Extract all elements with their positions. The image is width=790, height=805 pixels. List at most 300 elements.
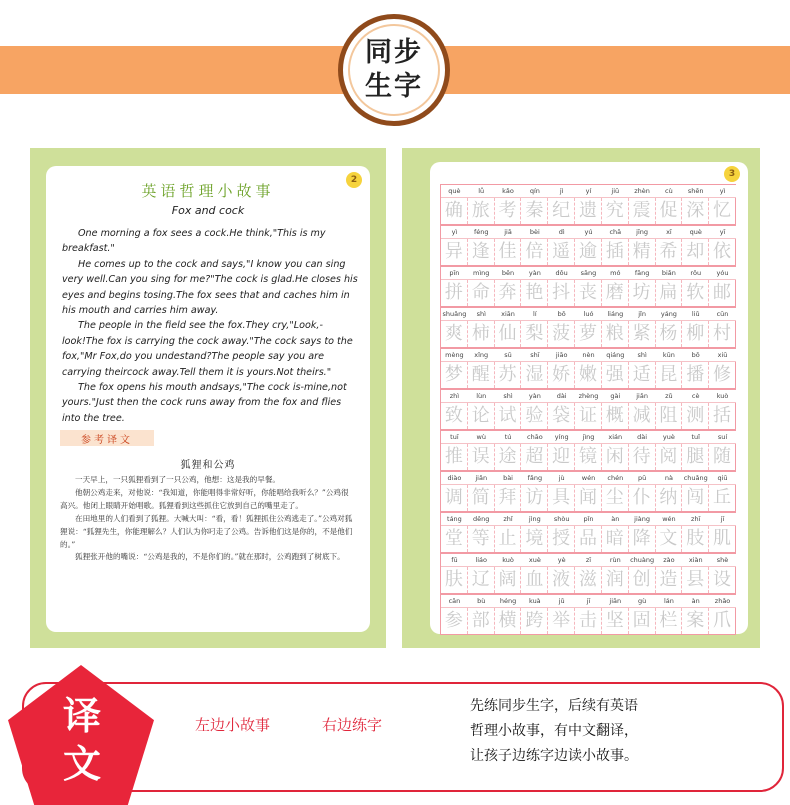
character-cell: 推 xyxy=(441,444,468,470)
character-cell: 修 xyxy=(709,362,736,388)
pinyin-line xyxy=(441,225,736,239)
character-cell: 肢 xyxy=(682,526,709,552)
character-cell: 辽 xyxy=(468,567,495,593)
pinyin-cell: zhèn xyxy=(634,187,650,195)
practice-row xyxy=(441,184,736,225)
pinyin-cell: zhǎo xyxy=(714,597,731,605)
pinyin-cell: kuò xyxy=(716,392,729,400)
pinyin-cell: jìng xyxy=(528,515,541,523)
character-cell: 访 xyxy=(521,485,548,511)
character-cell: 纪 xyxy=(548,198,575,224)
character-cell: 坊 xyxy=(629,280,656,306)
character-cell: 击 xyxy=(575,608,602,634)
character-cell: 柿 xyxy=(468,321,495,347)
character-cell: 减 xyxy=(629,403,656,429)
character-cell: 等 xyxy=(468,526,495,552)
character-line xyxy=(441,567,736,594)
character-cell: 超 xyxy=(521,444,548,470)
character-cell: 异 xyxy=(441,239,468,265)
character-cell: 纳 xyxy=(656,485,683,511)
character-cell: 测 xyxy=(682,403,709,429)
chinese-title: 狐狸和公鸡 xyxy=(180,460,236,471)
page-number: 2 xyxy=(346,172,362,188)
pinyin-cell: yú xyxy=(584,228,593,236)
pinyin-cell: jiàng xyxy=(634,515,651,523)
character-cell: 深 xyxy=(682,198,709,224)
character-line xyxy=(441,198,736,225)
character-cell: 造 xyxy=(656,567,683,593)
pinyin-cell: lí xyxy=(533,310,537,318)
pinyin-line xyxy=(441,430,736,444)
pinyin-cell: zhì xyxy=(449,392,460,400)
character-cell: 降 xyxy=(629,526,656,552)
description xyxy=(470,694,720,769)
pinyin-cell: qiáng xyxy=(606,351,625,359)
character-cell: 括 xyxy=(709,403,736,429)
practice-row xyxy=(441,348,736,389)
pinyin-cell: wén xyxy=(581,474,596,482)
character-cell: 误 xyxy=(468,444,495,470)
character-cell: 震 xyxy=(629,198,656,224)
description-line: 先练同步生字，后续有英语 xyxy=(470,698,638,714)
pinyin-cell: wén xyxy=(662,515,676,523)
pinyin-cell: bèi xyxy=(529,228,540,236)
pinyin-cell: cān xyxy=(448,597,461,605)
pinyin-cell: shè xyxy=(716,556,729,564)
character-cell: 促 xyxy=(656,198,683,224)
character-cell: 倍 xyxy=(521,239,548,265)
pinyin-cell: liǔ xyxy=(691,310,700,318)
character-cell: 遗 xyxy=(575,198,602,224)
pinyin-cell: lán xyxy=(663,597,674,605)
pinyin-cell: kūn xyxy=(662,351,675,359)
character-cell: 坚 xyxy=(602,608,629,634)
character-line xyxy=(441,485,736,512)
character-cell: 尘 xyxy=(602,485,629,511)
pinyin-cell: shì xyxy=(476,310,486,318)
pinyin-cell: àn xyxy=(611,515,620,523)
pinyin-cell: zào xyxy=(663,556,675,564)
pinyin-cell: mèng xyxy=(445,351,464,359)
character-cell: 醒 xyxy=(468,362,495,388)
character-cell: 调 xyxy=(441,485,468,511)
pinyin-cell: shēn xyxy=(687,187,704,195)
character-cell: 旅 xyxy=(468,198,495,224)
chinese-paragraph: 狐狸张开他的嘴说：“公鸡是我的，不是你们的。”就在那时，公鸡跑到了树底下。 xyxy=(75,552,345,562)
pinyin-cell: jī xyxy=(586,597,591,605)
character-cell: 强 xyxy=(602,362,629,388)
left-panel xyxy=(30,148,386,648)
character-cell: 依 xyxy=(709,239,736,265)
chinese-paragraph: 在田地里的人们看到了狐狸。大喊大叫：“看，看！狐狸抓住公鸡逃走了。”公鸡对狐狸说：“狐狸先生，你能理解么？人们认为你叼走了公鸡。告诉他们这是你的，不是他们的。” xyxy=(60,513,353,549)
pinyin-cell: xián xyxy=(608,433,623,441)
pinyin-cell: shī xyxy=(530,351,540,359)
character-cell: 杨 xyxy=(656,321,683,347)
pinyin-cell: nà xyxy=(664,474,673,482)
pinyin-cell: zī xyxy=(585,556,592,564)
pinyin-line xyxy=(441,594,736,608)
chinese-paragraph: 他朝公鸡走来，对他说：“我知道，你能唱得非常好听，你能唱给我听么？”公鸡很高兴。他闭上眼睛开始唱歌。狐狸看到这些抓住它放到自己的嘴里走了。 xyxy=(60,487,349,510)
pinyin-cell: pīn xyxy=(449,269,460,277)
character-cell: 袋 xyxy=(548,403,575,429)
pinyin-cell: tuǐ xyxy=(691,433,700,441)
caption-right-practice: 右边练字 xyxy=(322,716,383,734)
practice-page xyxy=(430,162,748,634)
character-cell: 血 xyxy=(521,567,548,593)
pinyin-cell: bù xyxy=(477,597,486,605)
pinyin-cell: gài xyxy=(610,392,621,400)
character-cell: 究 xyxy=(602,198,629,224)
character-cell: 文 xyxy=(656,526,683,552)
page-number: 3 xyxy=(724,166,740,182)
pinyin-cell: yè xyxy=(557,556,566,564)
badge-char-1: 译 xyxy=(62,693,101,738)
pinyin-line xyxy=(441,266,736,280)
pinyin-cell: yì xyxy=(719,187,726,195)
character-line xyxy=(441,362,736,389)
pinyin-cell: jiū xyxy=(611,187,620,195)
pinyin-cell: shuǎng xyxy=(442,310,467,318)
translation-badge-text xyxy=(52,692,112,788)
character-cell: 县 xyxy=(682,567,709,593)
character-cell: 紧 xyxy=(629,321,656,347)
right-panel xyxy=(402,148,760,648)
character-cell: 部 xyxy=(468,608,495,634)
pinyin-cell: yàn xyxy=(528,392,541,400)
pinyin-cell: zhǐ xyxy=(503,515,513,523)
pinyin-cell: jǔ xyxy=(558,597,565,605)
practice-row xyxy=(441,512,736,553)
pinyin-cell: sū xyxy=(504,351,512,359)
character-cell: 具 xyxy=(548,485,575,511)
english-paragraph: The people in the field see the fox.They cry,"Look,-look!The fox is carrying the cock away."The cock says to the fox,"Mr Fox,do you undestand?The people say you are carrying theircock away.Tell them it is yours.Not theirs." xyxy=(62,320,353,378)
character-cell: 暗 xyxy=(602,526,629,552)
pinyin-cell: jǐn xyxy=(638,310,646,318)
pinyin-cell: jiā xyxy=(504,228,512,236)
pinyin-cell: xiū xyxy=(717,351,728,359)
character-cell: 论 xyxy=(468,403,495,429)
title-badge xyxy=(338,14,450,126)
pinyin-line xyxy=(441,389,736,403)
pinyin-line xyxy=(441,307,736,321)
pinyin-cell: lǚ xyxy=(478,187,485,195)
story-title: 英语哲理小故事 xyxy=(141,182,275,200)
pinyin-cell: yí xyxy=(585,187,592,195)
character-cell: 逢 xyxy=(468,239,495,265)
pinyin-cell: shì xyxy=(503,392,513,400)
character-cell: 佳 xyxy=(495,239,522,265)
pinyin-cell: jù xyxy=(558,474,565,482)
pinyin-cell: dǒu xyxy=(555,269,568,277)
pinyin-cell: què xyxy=(448,187,461,195)
pinyin-cell: liáo xyxy=(475,556,487,564)
pinyin-cell: fū xyxy=(451,556,458,564)
pinyin-cell: tú xyxy=(504,433,512,441)
story-subtitle: Fox and cock xyxy=(171,204,245,217)
pinyin-cell: qín xyxy=(529,187,540,195)
pinyin-cell: bō xyxy=(557,310,566,318)
character-cell: 概 xyxy=(602,403,629,429)
character-cell: 证 xyxy=(575,403,602,429)
pinyin-cell: suí xyxy=(717,433,728,441)
character-practice-grid xyxy=(440,184,736,635)
pinyin-cell: sāng xyxy=(580,269,597,277)
character-line xyxy=(441,444,736,471)
pinyin-cell: jiāo xyxy=(555,351,568,359)
pinyin-cell: jiǎn xyxy=(475,474,488,482)
character-cell: 肤 xyxy=(441,567,468,593)
pinyin-cell: fǎng xyxy=(527,474,543,482)
pinyin-cell: zhī xyxy=(691,515,701,523)
pinyin-cell: yíng xyxy=(554,433,569,441)
pinyin-cell: tuī xyxy=(450,433,459,441)
pinyin-cell: qiū xyxy=(717,474,728,482)
character-cell: 适 xyxy=(629,362,656,388)
character-cell: 仙 xyxy=(495,321,522,347)
pinyin-cell: yuè xyxy=(662,433,675,441)
title-line-2: 生字 xyxy=(365,71,423,102)
pinyin-cell: táng xyxy=(447,515,462,523)
character-cell: 拼 xyxy=(441,280,468,306)
character-cell: 精 xyxy=(629,239,656,265)
character-cell: 苏 xyxy=(495,362,522,388)
pinyin-line xyxy=(441,184,736,198)
character-cell: 随 xyxy=(709,444,736,470)
pinyin-cell: chāo xyxy=(527,433,543,441)
character-cell: 丧 xyxy=(575,280,602,306)
character-cell: 案 xyxy=(682,608,709,634)
reference-label-bar xyxy=(60,430,154,446)
practice-row xyxy=(441,594,736,635)
description-line: 让孩子边练字边读小故事。 xyxy=(470,748,638,764)
pinyin-cell: zǔ xyxy=(665,392,673,400)
character-cell: 闲 xyxy=(602,444,629,470)
pinyin-cell: què xyxy=(689,228,702,236)
character-cell: 设 xyxy=(709,567,736,593)
pinyin-line xyxy=(441,348,736,362)
story-page xyxy=(46,166,370,632)
pinyin-cell: rǒu xyxy=(690,269,702,277)
pinyin-line xyxy=(441,553,736,567)
character-cell: 液 xyxy=(548,567,575,593)
pinyin-cell: chā xyxy=(609,228,622,236)
character-cell: 却 xyxy=(682,239,709,265)
character-cell: 菠 xyxy=(548,321,575,347)
character-cell: 秦 xyxy=(521,198,548,224)
character-cell: 磨 xyxy=(602,280,629,306)
character-cell: 萝 xyxy=(575,321,602,347)
pinyin-cell: rùn xyxy=(609,556,621,564)
pinyin-cell: biǎn xyxy=(661,269,676,277)
pinyin-cell: liáng xyxy=(607,310,624,318)
character-cell: 肌 xyxy=(709,526,736,552)
pinyin-cell: xuè xyxy=(528,556,541,564)
character-cell: 境 xyxy=(521,526,548,552)
character-cell: 创 xyxy=(629,567,656,593)
character-cell: 闯 xyxy=(682,485,709,511)
character-cell: 跨 xyxy=(521,608,548,634)
practice-row xyxy=(441,430,736,471)
character-cell: 阻 xyxy=(656,403,683,429)
character-cell: 确 xyxy=(441,198,468,224)
pinyin-cell: chuàng xyxy=(630,556,655,564)
character-cell: 授 xyxy=(548,526,575,552)
pinyin-cell: xī xyxy=(666,228,672,236)
pinyin-cell: shì xyxy=(637,351,647,359)
character-cell: 参 xyxy=(441,608,468,634)
pinyin-cell: xiàn xyxy=(688,556,703,564)
character-cell: 阅 xyxy=(656,444,683,470)
character-cell: 迎 xyxy=(548,444,575,470)
pinyin-cell: xiān xyxy=(501,310,515,318)
character-cell: 逾 xyxy=(575,239,602,265)
character-cell: 嫩 xyxy=(575,362,602,388)
pinyin-cell: héng xyxy=(499,597,517,605)
pinyin-cell: shòu xyxy=(553,515,570,523)
character-cell: 栏 xyxy=(656,608,683,634)
character-cell: 仆 xyxy=(629,485,656,511)
english-paragraph: He comes up to the cock and says,"I know you can sing very well.Can you sing for me?"The cock is glad.He closes his eyes and begins tosing.The fox sees that and caches him in his mouth and carries him away. xyxy=(62,258,358,317)
character-cell: 闻 xyxy=(575,485,602,511)
character-cell: 腿 xyxy=(682,444,709,470)
pinyin-cell: dài xyxy=(637,433,648,441)
pinyin-cell: yóu xyxy=(716,269,729,277)
character-cell: 致 xyxy=(441,403,468,429)
pinyin-cell: kuò xyxy=(502,556,514,564)
pinyin-cell: lùn xyxy=(476,392,487,400)
pinyin-cell: féng xyxy=(473,228,489,236)
caption-left-story: 左边小故事 xyxy=(195,716,271,734)
pinyin-cell: pū xyxy=(637,474,647,482)
character-cell: 爪 xyxy=(709,608,736,634)
pinyin-cell: kuà xyxy=(529,597,541,605)
pinyin-cell: wù xyxy=(476,433,486,441)
character-cell: 滋 xyxy=(575,567,602,593)
pinyin-cell: chén xyxy=(607,474,624,482)
pinyin-cell: jiǎn xyxy=(636,392,648,400)
character-cell: 梨 xyxy=(521,321,548,347)
character-cell: 忆 xyxy=(709,198,736,224)
character-line xyxy=(441,403,736,430)
character-cell: 固 xyxy=(629,608,656,634)
character-cell: 命 xyxy=(468,280,495,306)
pinyin-cell: jī xyxy=(720,515,725,523)
character-line xyxy=(441,526,736,553)
english-paragraph: The fox opens his mouth andsays,"The cock is-mine,not yours."Just then the cock runs away from the fox and flies into the tree. xyxy=(62,382,347,424)
english-paragraph: One morning a fox sees a cock.He think,"This is my breakfast." xyxy=(62,228,326,255)
pinyin-cell: zhèng xyxy=(578,392,599,400)
pinyin-cell: yáng xyxy=(660,310,677,318)
practice-row xyxy=(441,389,736,430)
pinyin-cell: bài xyxy=(503,474,513,482)
pinyin-cell: diào xyxy=(447,474,462,482)
pinyin-cell: yàn xyxy=(528,269,541,277)
pinyin-cell: jìng xyxy=(582,433,595,441)
character-cell: 试 xyxy=(495,403,522,429)
pinyin-cell: fāng xyxy=(634,269,650,277)
english-story xyxy=(62,226,358,426)
pinyin-cell: bēn xyxy=(501,269,515,277)
character-cell: 止 xyxy=(495,526,522,552)
pinyin-cell: àn xyxy=(691,597,700,605)
pinyin-cell: mó xyxy=(610,269,621,277)
pinyin-cell: dài xyxy=(556,392,567,400)
title-line-1: 同步 xyxy=(365,37,423,68)
pinyin-cell: jīng xyxy=(636,228,649,236)
character-cell: 昆 xyxy=(656,362,683,388)
pinyin-cell: chuǎng xyxy=(683,474,708,482)
pinyin-cell: yì xyxy=(451,228,458,236)
pinyin-cell: nèn xyxy=(582,351,595,359)
description-line: 哲理小故事，有中文翻译， xyxy=(470,723,638,739)
pinyin-cell: děng xyxy=(473,515,490,523)
character-line xyxy=(441,321,736,348)
chinese-paragraph: 一天早上，一只狐狸看到了一只公鸡，他想：这是我的早餐。 xyxy=(75,475,281,484)
pinyin-cell: gù xyxy=(637,597,647,605)
character-cell: 村 xyxy=(709,321,736,347)
pinyin-cell: mìng xyxy=(473,269,490,277)
character-line xyxy=(441,280,736,307)
pinyin-cell: cūn xyxy=(716,310,729,318)
character-cell: 播 xyxy=(682,362,709,388)
character-cell: 丘 xyxy=(709,485,736,511)
character-cell: 梦 xyxy=(441,362,468,388)
character-cell: 拜 xyxy=(495,485,522,511)
pinyin-cell: pǐn xyxy=(583,515,594,523)
pinyin-cell: cè xyxy=(691,392,700,400)
character-cell: 简 xyxy=(468,485,495,511)
character-cell: 软 xyxy=(682,280,709,306)
character-cell: 遥 xyxy=(548,239,575,265)
character-cell: 希 xyxy=(656,239,683,265)
pinyin-cell: jì xyxy=(559,187,564,195)
character-cell: 粮 xyxy=(602,321,629,347)
character-cell: 抖 xyxy=(548,280,575,306)
pinyin-line xyxy=(441,471,736,485)
character-cell: 润 xyxy=(602,567,629,593)
character-line xyxy=(441,608,736,635)
practice-row xyxy=(441,471,736,512)
practice-row xyxy=(441,553,736,594)
character-cell: 举 xyxy=(548,608,575,634)
character-cell: 阔 xyxy=(495,567,522,593)
pinyin-cell: kǎo xyxy=(502,187,514,195)
pinyin-cell: yī xyxy=(719,228,726,236)
practice-row xyxy=(441,225,736,266)
character-cell: 待 xyxy=(629,444,656,470)
character-cell: 途 xyxy=(495,444,522,470)
character-cell: 验 xyxy=(521,403,548,429)
character-cell: 邮 xyxy=(709,280,736,306)
character-cell: 艳 xyxy=(521,280,548,306)
character-cell: 湿 xyxy=(521,362,548,388)
pinyin-cell: xǐng xyxy=(474,351,489,359)
pinyin-cell: luó xyxy=(583,310,594,318)
chinese-story xyxy=(60,474,356,564)
character-cell: 娇 xyxy=(548,362,575,388)
reference-label: 参考译文 xyxy=(81,435,133,446)
character-cell: 插 xyxy=(602,239,629,265)
pinyin-cell: dì xyxy=(558,228,565,236)
character-cell: 品 xyxy=(575,526,602,552)
pinyin-cell: jiān xyxy=(609,597,622,605)
character-line xyxy=(441,239,736,266)
pinyin-cell: cù xyxy=(665,187,673,195)
character-cell: 柳 xyxy=(682,321,709,347)
pinyin-line xyxy=(441,512,736,526)
character-cell: 扁 xyxy=(656,280,683,306)
character-cell: 横 xyxy=(495,608,522,634)
